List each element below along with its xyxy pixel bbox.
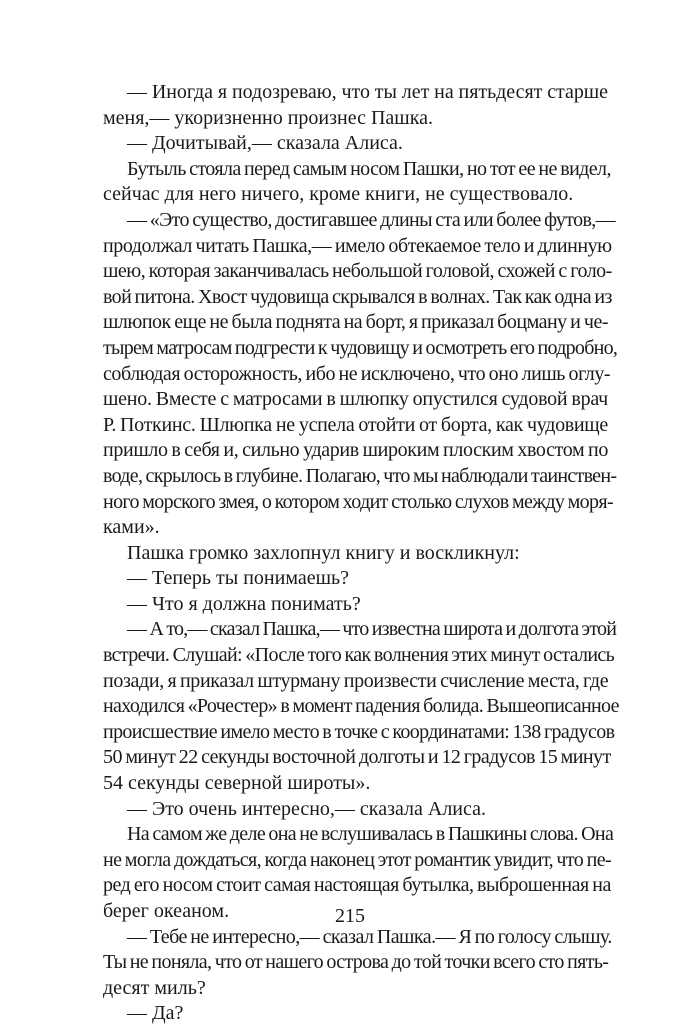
text-line: берег океаном. — [103, 900, 230, 922]
text-line: соблюдая осторожность, ибо не исключено, что оно лишь оглу- — [103, 362, 611, 385]
text-line: шлюпок еще не была поднята на борт, я приказал боцману и че- — [103, 311, 608, 334]
text-line: — Это очень интересно,— сказала Алиса. — [127, 797, 487, 820]
text-line: — Дочитывай,— сказала Алиса. — [127, 132, 403, 155]
text-line: — Что я должна понимать? — [127, 592, 361, 615]
text-line: шено. Вместе с матросами в шлюпку опустился судовой врач — [103, 388, 608, 411]
text-line: ред его носом стоит самая настоящая бутылка, выброшенная на — [103, 874, 611, 897]
text-line: продолжал читать Пашка,— имело обтекаемое тело и длинную — [103, 234, 612, 257]
text-line: Пашка громко захлопнул книгу и воскликнул: — [127, 541, 520, 564]
text-line: воде, скрылось в глубине. Полагаю, что мы наблюдали таинствен- — [103, 464, 617, 487]
text-line: 54 секунды северной широты». — [103, 772, 371, 795]
text-line: десят миль? — [103, 976, 206, 999]
page-number: 215 — [335, 905, 365, 927]
text-line: — «Это существо, достигавшее длины ста или более футов,— — [127, 208, 615, 231]
text-line: происшествие имело место в точке с координатами: 138 градусов — [103, 720, 615, 743]
text-line: вой питона. Хвост чудовища скрывался в волнах. Так как одна из — [103, 285, 612, 308]
text-line: — А то,— сказал Пашка,— что известна широта и долгота этой — [127, 618, 617, 641]
text-line: 50 минут 22 секунды восточной долготы и 12 градусов 15 минут — [103, 746, 611, 769]
text-line: находился «Рочестер» в момент падения болида. Вышеописанное — [103, 695, 619, 718]
text-line: не могла дождаться, когда наконец этот романтик увидит, что пе- — [103, 848, 612, 871]
text-line: — Тебе не интересно,— сказал Пашка.— Я по голосу слышу. — [127, 925, 612, 948]
text-line: тырем матросам подгрести к чудовищу и осмотреть его подробно, — [103, 336, 618, 359]
text-line: позади, я приказал штурману произвести счисление места, где — [103, 669, 609, 692]
text-line: — Иногда я подозреваю, что ты лет на пятьдесят старше — [127, 81, 608, 103]
text-line: Ты не поняла, что от нашего острова до той точки всего сто пять- — [103, 951, 609, 974]
text-line: — Да? — [127, 1002, 184, 1025]
text-line: На самом же деле она не вслушивалась в Пашкины слова. Она — [127, 823, 614, 846]
text-line: шею, которая заканчивалась небольшой головой, схожей с голо- — [103, 260, 612, 283]
text-line: — Теперь ты понимаешь? — [127, 567, 349, 590]
text-line: ного морского змея, о котором ходит столько слухов между моря- — [103, 490, 613, 513]
text-line: Р. Поткинс. Шлюпка не успела отойти от борта, как чудовище — [103, 413, 608, 436]
text-line: ками». — [103, 516, 160, 539]
body-text — [103, 80, 619, 1027]
text-line: пришло в себя и, сильно ударив широким плоским хвостом по — [103, 439, 608, 462]
text-line: меня,— укоризненно произнес Пашка. — [103, 106, 433, 129]
text-line: Бутыль стояла перед самым носом Пашки, но тот ее не видел, — [127, 157, 611, 180]
text-line: сейчас для него ничего, кроме книги, не существовало. — [103, 183, 574, 206]
text-line: встречи. Слушай: «После того как волнения этих минут остались — [103, 644, 615, 667]
